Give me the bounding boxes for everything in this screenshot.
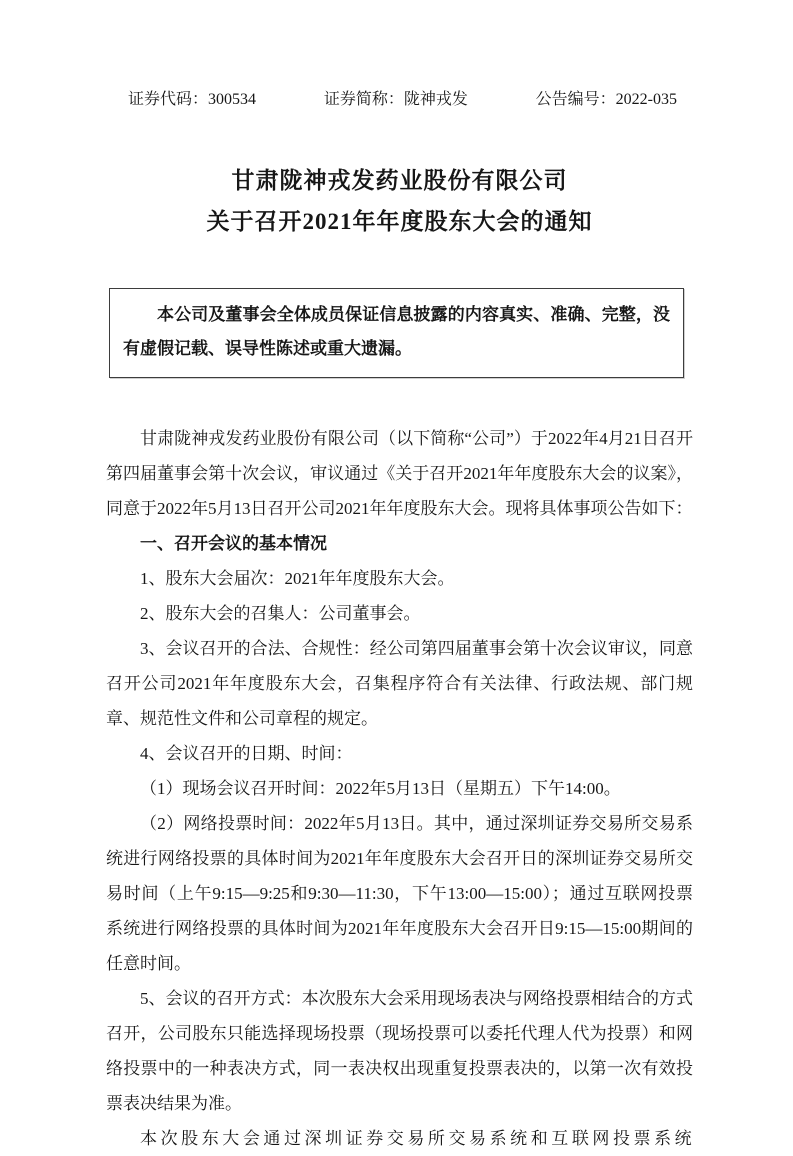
item-meeting-method: 5、会议的召开方式：本次股东大会采用现场表决与网络投票相结合的方式召开，公司股东只能选择现场投票（现场投票可以委托代理人代为投票）和网络投票中的一种表决方式，同一表决权出现重复投票表决的，以第一次有效投票表决结果为准。 [106,989,693,1113]
document-title [106,160,693,242]
disclaimer-box [109,288,684,378]
announcement-number: 公告编号：2022-035 [535,91,677,108]
paragraph-intro: 甘肃陇神戎发药业股份有限公司（以下简称“公司”）于2022年4月21日召开第四届董事会第十次会议，审议通过《关于召开2021年年度股东大会的议案》，同意于2022年5月13日召开公司2021年年度股东大会。现将具体事项公告如下： [106,429,693,518]
item-convener: 2、股东大会的召集人：公司董事会。 [140,604,421,623]
item-date-time: 4、会议召开的日期、时间： [140,744,353,763]
title-notice-subject: 关于召开2021年年度股东大会的通知 [206,209,593,234]
document-header [128,90,677,110]
security-code: 证券代码：300534 [128,91,257,108]
title-company-name: 甘肃陇神戎发药业股份有限公司 [231,168,568,193]
paragraph-continuation: 本次股东大会通过深圳证券交易所交易系统和互联网投票系统 [140,1129,693,1148]
document-body [106,421,693,1156]
item-online-voting-time: （2）网络投票时间：2022年5月13日。其中，通过深圳证券交易所交易系统进行网络投票的具体时间为2021年年度股东大会召开日的深圳证券交易所交易时间（上午9:15—9:25和9:30—11:30，下午13:00—15:00）；通过互联网投票系统进行网络投票的具体时间为2021年年度股东大会召开日9:15—15:00期间的任意时间。 [106,814,693,973]
item-onsite-meeting-time: （1）现场会议召开时间：2022年5月13日（星期五）下午14:00。 [140,779,621,798]
disclaimer-text: 本公司及董事会全体成员保证信息披露的内容真实、准确、完整，没有虚假记载、误导性陈述或重大遗漏。 [123,305,670,358]
item-meeting-session: 1、股东大会届次：2021年年度股东大会。 [140,569,455,588]
section-heading-basic-info: 一、召开会议的基本情况 [140,534,327,553]
item-legality: 3、会议召开的合法、合规性：经公司第四届董事会第十次会议审议，同意召开公司2021年年度股东大会，召集程序符合有关法律、行政法规、部门规章、规范性文件和公司章程的规定。 [106,639,693,728]
security-name: 证券简称：陇神戎发 [323,91,468,108]
